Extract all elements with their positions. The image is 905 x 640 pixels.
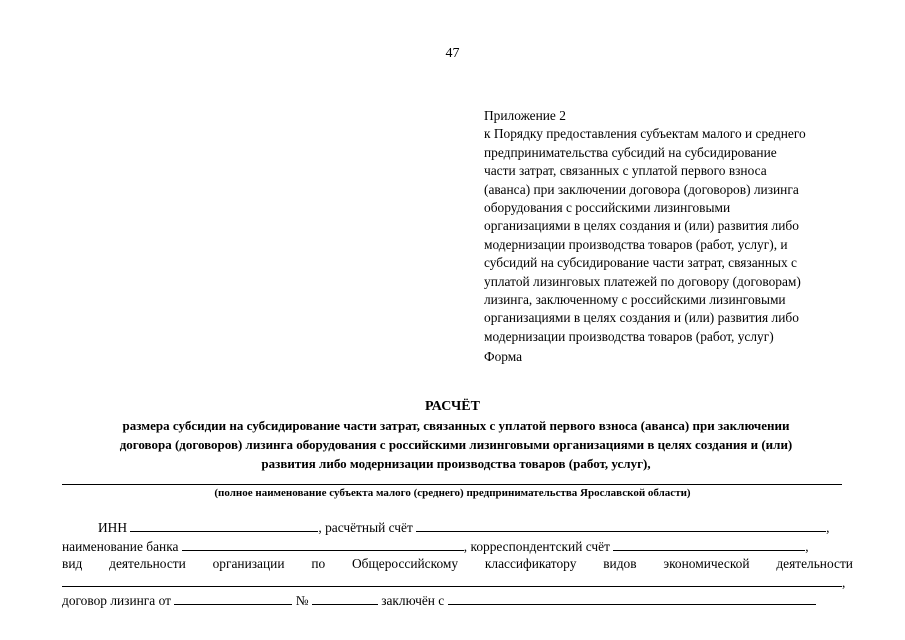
- appendix-line: оборудования с российскими лизинговыми: [484, 200, 731, 216]
- inn-row: [98, 519, 830, 536]
- entity-name-line: [62, 484, 842, 485]
- inn-label: ИНН: [98, 520, 128, 535]
- form-label: Форма: [484, 349, 523, 364]
- inn-field[interactable]: [130, 519, 318, 532]
- appendix-line: субсидий на субсидирование части затрат, связанных с: [484, 255, 797, 271]
- bank-label: наименование банка: [62, 539, 179, 554]
- comma: ,: [805, 539, 809, 554]
- subtitle-line-2: договора (договоров) лизинга оборудования с российскими лизинговыми организациями в целях создания и (или): [119, 437, 793, 452]
- entity-name-caption: (полное наименование субъекта малого (среднего) предпринимательства Ярославской области): [214, 487, 691, 499]
- appendix-line: лизинга, заключенному с российскими лизинговыми: [484, 292, 786, 308]
- document-title: РАСЧЁТ: [425, 399, 480, 414]
- subtitle-line-3: развития либо модернизации производства товаров (работ, услуг),: [261, 456, 651, 471]
- lease-number-label: №: [295, 593, 309, 608]
- appendix-line: части затрат, связанных с уплатой первого взноса: [484, 163, 767, 179]
- appendix-line: (аванса) при заключении договора (договоров) лизинга: [484, 181, 799, 197]
- account-label: , расчётный счёт: [318, 520, 413, 535]
- lease-number-field[interactable]: [312, 592, 378, 605]
- activity-word: видов: [603, 556, 637, 571]
- lessor-field[interactable]: [448, 592, 816, 605]
- appendix-line: предпринимательства субсидий на субсидирование: [484, 144, 777, 160]
- appendix-line: организациями в целях создания и (или) развития либо: [484, 310, 799, 326]
- activity-word: Общероссийскому: [352, 556, 459, 571]
- appendix-heading: Приложение 2: [484, 108, 566, 123]
- appendix-line: модернизации производства товаров (работ, услуг), и: [484, 236, 788, 252]
- concluded-with-label: заключён с: [381, 593, 445, 608]
- lease-date-field[interactable]: [174, 592, 292, 605]
- comma: ,: [842, 575, 846, 590]
- activity-word: организации: [212, 556, 285, 571]
- bank-field[interactable]: [182, 538, 464, 551]
- corr-account-label: , корреспондентский счёт: [463, 539, 610, 554]
- corr-account-field[interactable]: [613, 538, 805, 551]
- activity-word: по: [311, 556, 326, 571]
- activity-word: классификатору: [484, 556, 577, 571]
- activity-word: экономической: [663, 556, 750, 571]
- bank-row: [62, 538, 809, 555]
- subtitle-line-1: размера субсидии на субсидирование части затрат, связанных с уплатой первого взноса (аванса) при заключении: [122, 418, 790, 433]
- appendix-line: уплатой лизинговых платежей по договору (договорам): [484, 273, 801, 289]
- activity-word: вид: [62, 556, 83, 571]
- comma: ,: [826, 520, 830, 535]
- page-number: 47: [445, 46, 460, 61]
- lease-date-label: договор лизинга от: [62, 593, 171, 608]
- appendix-line: модернизации производства товаров (работ, услуг): [484, 328, 774, 344]
- activity-word: деятельности: [109, 556, 186, 571]
- activity-row: [62, 556, 853, 572]
- lease-row: [62, 592, 816, 609]
- activity-field[interactable]: [62, 574, 842, 587]
- appendix-block: [484, 107, 874, 346]
- activity-field-row: [62, 574, 845, 591]
- account-field[interactable]: [416, 519, 826, 532]
- activity-word: деятельности: [776, 556, 853, 571]
- appendix-line: организациями в целях создания и (или) развития либо: [484, 218, 799, 234]
- appendix-line: к Порядку предоставления субъектам малого и среднего: [484, 126, 806, 142]
